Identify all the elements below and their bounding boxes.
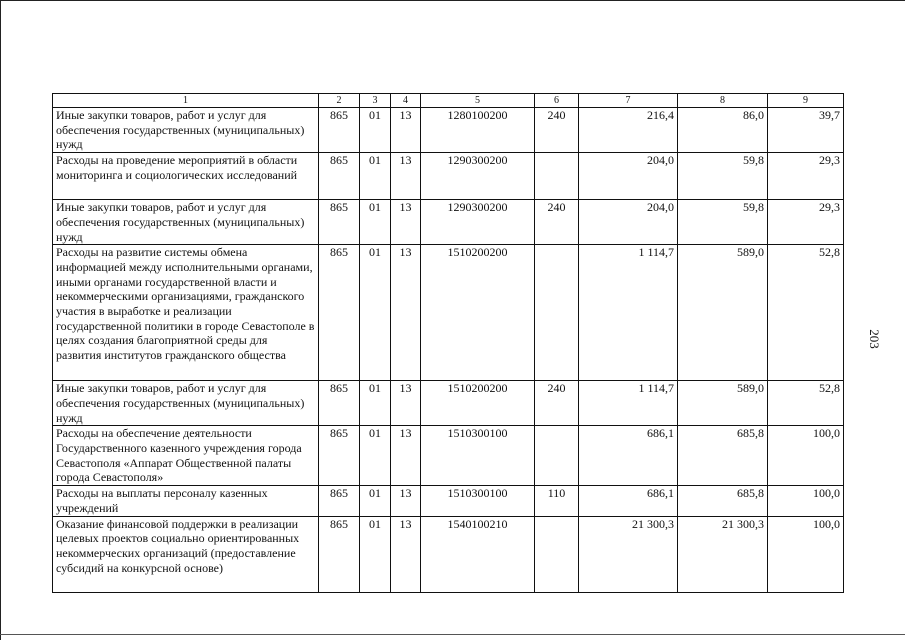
- section-code: 01: [360, 486, 391, 516]
- department-code: 865: [319, 200, 360, 245]
- expense-name: Иные закупки товаров, работ и услуг для обеспечения государственных (муниципальных) нужд: [53, 381, 319, 426]
- expense-name: Иные закупки товаров, работ и услуг для обеспечения государственных (муниципальных) нужд: [53, 200, 319, 245]
- page-border-bottom: [0, 634, 905, 635]
- page-border-left: [0, 0, 1, 640]
- table-row: [53, 486, 844, 516]
- target-article-code: 1510300100: [421, 426, 535, 486]
- column-number: 5: [421, 94, 535, 108]
- execution-percent: 100,0: [768, 516, 844, 592]
- planned-amount: 686,1: [579, 486, 678, 516]
- column-number: 3: [360, 94, 391, 108]
- executed-amount: 685,8: [678, 486, 768, 516]
- target-article-code: 1280100200: [421, 108, 535, 153]
- section-code: 01: [360, 108, 391, 153]
- executed-amount: 59,8: [678, 153, 768, 200]
- execution-percent: 29,3: [768, 153, 844, 200]
- section-code: 01: [360, 153, 391, 200]
- planned-amount: 204,0: [579, 153, 678, 200]
- page-number: 203: [866, 329, 882, 349]
- planned-amount: 204,0: [579, 200, 678, 245]
- subsection-code: 13: [391, 426, 421, 486]
- page-border-top: [0, 0, 905, 1]
- department-code: 865: [319, 108, 360, 153]
- section-code: 01: [360, 516, 391, 592]
- execution-percent: 100,0: [768, 426, 844, 486]
- subsection-code: 13: [391, 381, 421, 426]
- executed-amount: 21 300,3: [678, 516, 768, 592]
- department-code: 865: [319, 153, 360, 200]
- expense-type-code: 240: [535, 200, 579, 245]
- planned-amount: 1 114,7: [579, 245, 678, 381]
- expense-type-code: [535, 426, 579, 486]
- column-number: 8: [678, 94, 768, 108]
- budget-table: [52, 93, 844, 593]
- section-code: 01: [360, 381, 391, 426]
- table-row: [53, 516, 844, 592]
- department-code: 865: [319, 516, 360, 592]
- expense-type-code: [535, 245, 579, 381]
- column-number: 2: [319, 94, 360, 108]
- execution-percent: 52,8: [768, 245, 844, 381]
- subsection-code: 13: [391, 200, 421, 245]
- executed-amount: 589,0: [678, 245, 768, 381]
- planned-amount: 1 114,7: [579, 381, 678, 426]
- department-code: 865: [319, 486, 360, 516]
- department-code: 865: [319, 426, 360, 486]
- subsection-code: 13: [391, 486, 421, 516]
- planned-amount: 21 300,3: [579, 516, 678, 592]
- executed-amount: 589,0: [678, 381, 768, 426]
- table-row: [53, 153, 844, 200]
- expense-type-code: 110: [535, 486, 579, 516]
- planned-amount: 686,1: [579, 426, 678, 486]
- expense-name: Расходы на развитие системы обмена информацией между исполнительными органами, иными органами государственной власти и некоммерческими организациями, гражданского участия в выработке и реализации государственной политики в городе Севастополе в целях создания благоприятной среды для развития институтов гражданского общества: [53, 245, 319, 381]
- table-header-row: [53, 94, 844, 108]
- column-number: 7: [579, 94, 678, 108]
- target-article-code: 1540100210: [421, 516, 535, 592]
- table-row: [53, 108, 844, 153]
- column-number: 1: [53, 94, 319, 108]
- executed-amount: 59,8: [678, 200, 768, 245]
- subsection-code: 13: [391, 153, 421, 200]
- expense-type-code: [535, 153, 579, 200]
- subsection-code: 13: [391, 108, 421, 153]
- department-code: 865: [319, 245, 360, 381]
- expense-name: Расходы на выплаты персоналу казенных учреждений: [53, 486, 319, 516]
- planned-amount: 216,4: [579, 108, 678, 153]
- table-row: [53, 426, 844, 486]
- expense-type-code: 240: [535, 381, 579, 426]
- subsection-code: 13: [391, 516, 421, 592]
- target-article-code: 1510200200: [421, 245, 535, 381]
- expense-type-code: 240: [535, 108, 579, 153]
- expense-name: Расходы на обеспечение деятельности Государственного казенного учреждения города Севастополя «Аппарат Общественной палаты города Севастополя»: [53, 426, 319, 486]
- section-code: 01: [360, 426, 391, 486]
- execution-percent: 39,7: [768, 108, 844, 153]
- execution-percent: 52,8: [768, 381, 844, 426]
- section-code: 01: [360, 200, 391, 245]
- target-article-code: 1290300200: [421, 153, 535, 200]
- column-number: 4: [391, 94, 421, 108]
- subsection-code: 13: [391, 245, 421, 381]
- section-code: 01: [360, 245, 391, 381]
- target-article-code: 1510200200: [421, 381, 535, 426]
- execution-percent: 29,3: [768, 200, 844, 245]
- executed-amount: 685,8: [678, 426, 768, 486]
- table-row: [53, 245, 844, 381]
- department-code: 865: [319, 381, 360, 426]
- execution-percent: 100,0: [768, 486, 844, 516]
- target-article-code: 1290300200: [421, 200, 535, 245]
- column-number: 9: [768, 94, 844, 108]
- target-article-code: 1510300100: [421, 486, 535, 516]
- expense-name: Расходы на проведение мероприятий в области мониторинга и социологических исследований: [53, 153, 319, 200]
- table-row: [53, 200, 844, 245]
- table-row: [53, 381, 844, 426]
- expense-name: Оказание финансовой поддержки в реализации целевых проектов социально ориентированных некоммерческих организаций (предоставление субсидий на конкурсной основе): [53, 516, 319, 592]
- expense-type-code: [535, 516, 579, 592]
- expense-name: Иные закупки товаров, работ и услуг для обеспечения государственных (муниципальных) нужд: [53, 108, 319, 153]
- column-number: 6: [535, 94, 579, 108]
- executed-amount: 86,0: [678, 108, 768, 153]
